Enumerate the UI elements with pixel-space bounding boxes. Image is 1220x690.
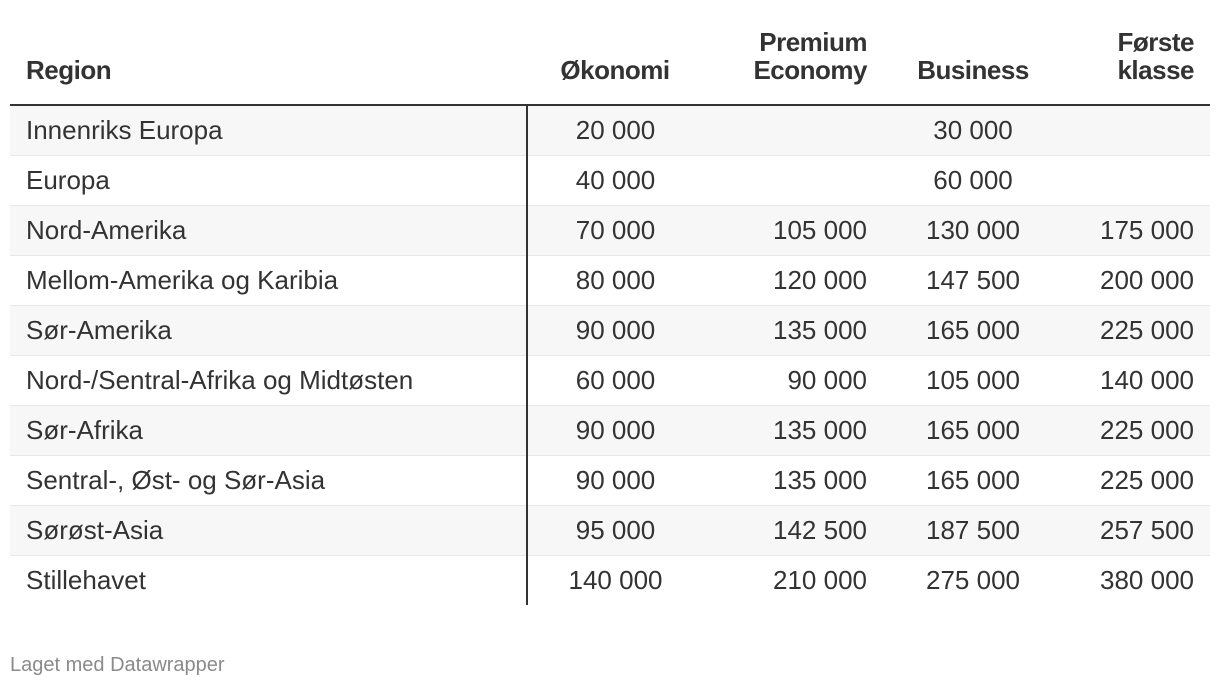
- cell-region-name: Sør-Afrika: [10, 406, 527, 456]
- data-table-container: [10, 28, 1210, 605]
- cell-forste-klasse-value: 225 000: [1063, 406, 1210, 456]
- cell-region-name: Stillehavet: [10, 556, 527, 606]
- header-business: [883, 28, 1063, 105]
- table-header: [10, 28, 1210, 105]
- cell-business-value: 60 000: [883, 156, 1063, 206]
- header-line: Premium: [759, 27, 867, 57]
- cell-region-name: Nord-/Sentral-Afrika og Midtøsten: [10, 356, 527, 406]
- cell-business-value: 30 000: [883, 105, 1063, 156]
- cell-region-name: Europa: [10, 156, 527, 206]
- cell-forste-klasse-value: 175 000: [1063, 206, 1210, 256]
- data-table: [10, 28, 1210, 605]
- cell-business-value: 105 000: [883, 356, 1063, 406]
- cell-region-name: Sørøst-Asia: [10, 506, 527, 556]
- table-row: [10, 256, 1210, 306]
- header-forste-klasse: [1063, 28, 1210, 105]
- cell-forste-klasse-value: 257 500: [1063, 506, 1210, 556]
- cell-region-name: Sør-Amerika: [10, 306, 527, 356]
- header-line: Første: [1117, 27, 1194, 57]
- cell-business-value: 165 000: [883, 306, 1063, 356]
- cell-premium-economy-value: 135 000: [703, 456, 883, 506]
- cell-forste-klasse-value: [1063, 156, 1210, 206]
- cell-region-name: Nord-Amerika: [10, 206, 527, 256]
- cell-region-name: Sentral-, Øst- og Sør-Asia: [10, 456, 527, 506]
- cell-premium-economy-value: 135 000: [703, 406, 883, 456]
- cell-okonomi-value: 90 000: [527, 306, 703, 356]
- cell-okonomi-value: 95 000: [527, 506, 703, 556]
- footer-credit: Laget med Datawrapper: [10, 654, 225, 676]
- cell-premium-economy-value: [703, 105, 883, 156]
- cell-forste-klasse-value: 140 000: [1063, 356, 1210, 406]
- cell-premium-economy-value: [703, 156, 883, 206]
- cell-okonomi-value: 90 000: [527, 406, 703, 456]
- cell-business-value: 165 000: [883, 406, 1063, 456]
- header-region: [10, 28, 527, 105]
- cell-forste-klasse-value: 380 000: [1063, 556, 1210, 606]
- table-row: [10, 456, 1210, 506]
- cell-business-value: 147 500: [883, 256, 1063, 306]
- header-line: klasse: [1117, 55, 1194, 85]
- header-line: Business: [917, 55, 1029, 85]
- cell-business-value: 275 000: [883, 556, 1063, 606]
- header-line: Region: [26, 55, 112, 85]
- cell-business-value: 165 000: [883, 456, 1063, 506]
- table-row: [10, 406, 1210, 456]
- header-row: [10, 28, 1210, 105]
- cell-premium-economy-value: 142 500: [703, 506, 883, 556]
- cell-forste-klasse-value: 225 000: [1063, 306, 1210, 356]
- cell-okonomi-value: 90 000: [527, 456, 703, 506]
- cell-premium-economy-value: 90 000: [703, 356, 883, 406]
- cell-business-value: 187 500: [883, 506, 1063, 556]
- table-row: [10, 306, 1210, 356]
- table-body: [10, 105, 1210, 605]
- table-row: [10, 556, 1210, 606]
- cell-okonomi-value: 140 000: [527, 556, 703, 606]
- cell-okonomi-value: 70 000: [527, 206, 703, 256]
- cell-premium-economy-value: 210 000: [703, 556, 883, 606]
- cell-okonomi-value: 40 000: [527, 156, 703, 206]
- cell-forste-klasse-value: 225 000: [1063, 456, 1210, 506]
- cell-okonomi-value: 60 000: [527, 356, 703, 406]
- cell-region-name: Innenriks Europa: [10, 105, 527, 156]
- table-row: [10, 156, 1210, 206]
- header-okonomi: [527, 28, 703, 105]
- cell-premium-economy-value: 120 000: [703, 256, 883, 306]
- cell-region-name: Mellom-Amerika og Karibia: [10, 256, 527, 306]
- cell-okonomi-value: 80 000: [527, 256, 703, 306]
- cell-okonomi-value: 20 000: [527, 105, 703, 156]
- cell-premium-economy-value: 135 000: [703, 306, 883, 356]
- header-line: Økonomi: [560, 55, 670, 85]
- cell-premium-economy-value: 105 000: [703, 206, 883, 256]
- header-line: Economy: [753, 55, 867, 85]
- cell-forste-klasse-value: [1063, 105, 1210, 156]
- cell-forste-klasse-value: 200 000: [1063, 256, 1210, 306]
- header-premium-economy: [703, 28, 883, 105]
- table-row: [10, 506, 1210, 556]
- table-row: [10, 356, 1210, 406]
- cell-business-value: 130 000: [883, 206, 1063, 256]
- table-row: [10, 206, 1210, 256]
- table-row: [10, 105, 1210, 156]
